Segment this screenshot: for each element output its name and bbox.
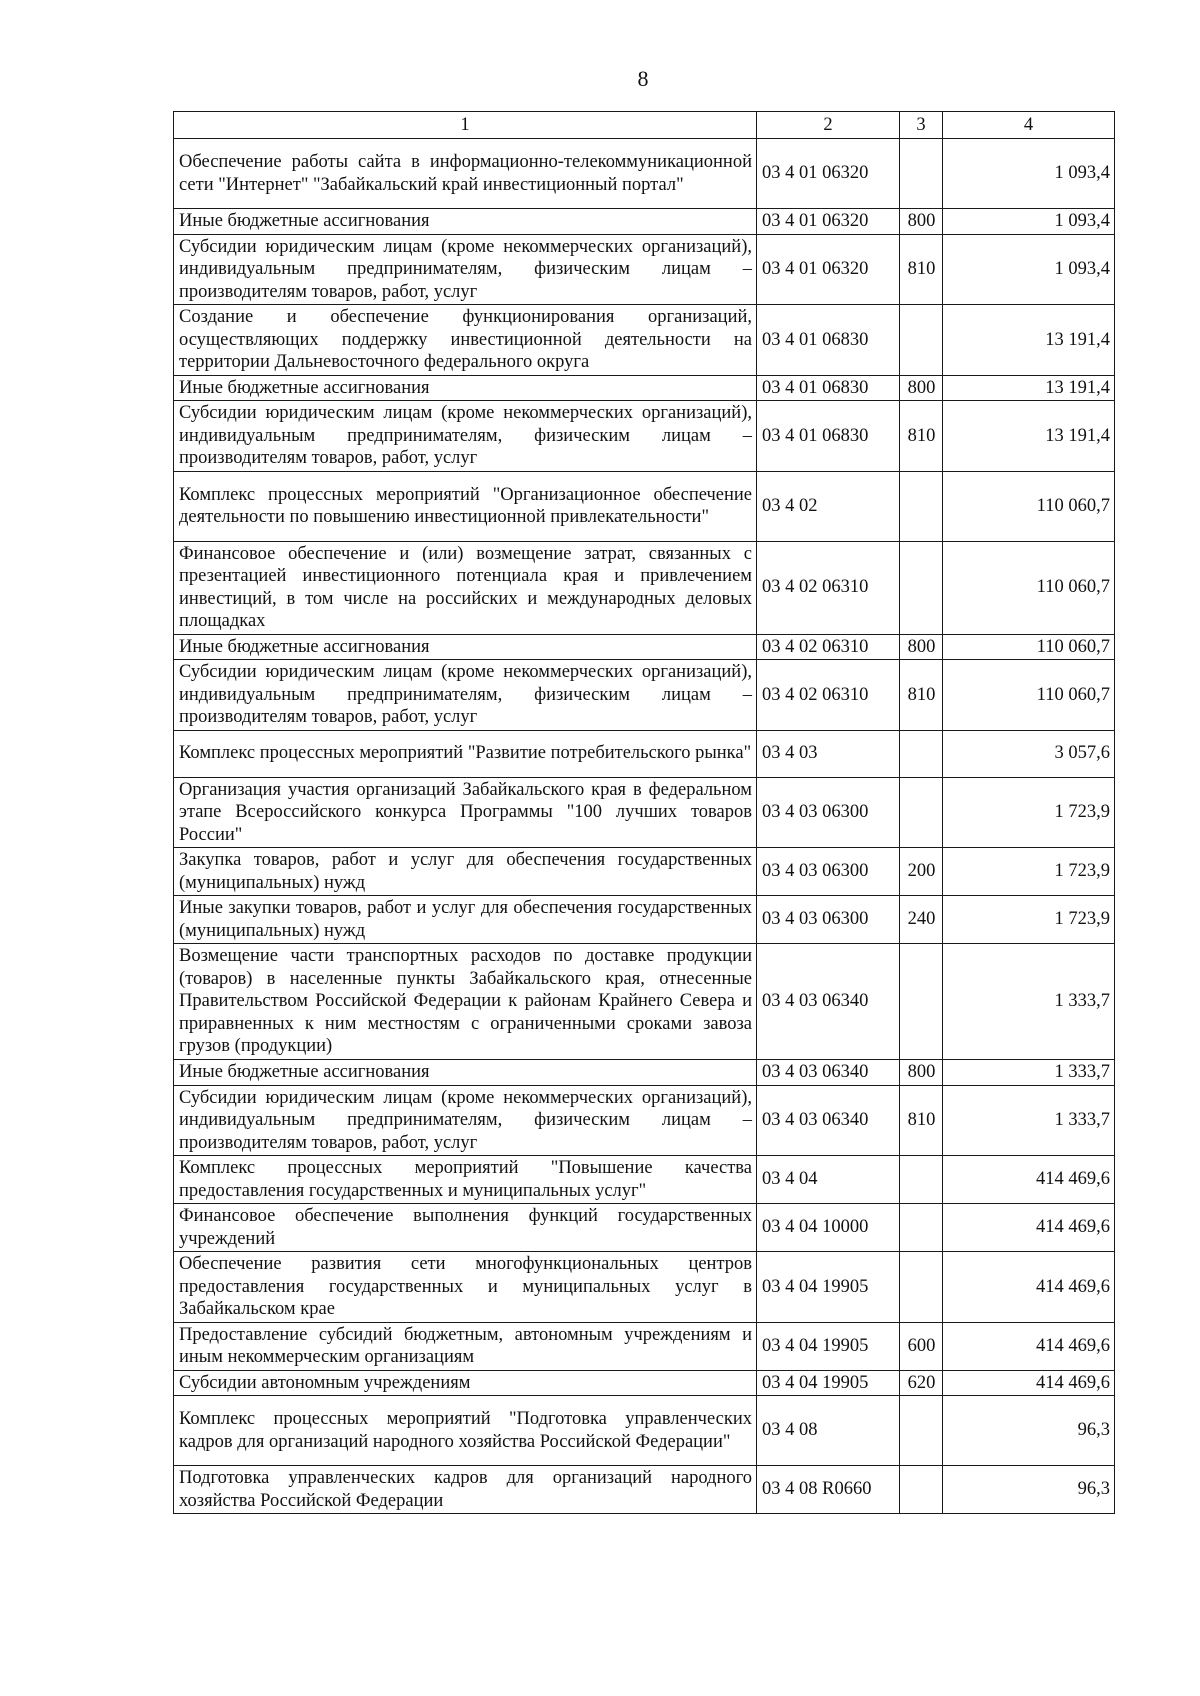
row-type-cell (900, 139, 943, 209)
row-amount-cell: 3 057,6 (943, 730, 1115, 777)
row-name-cell: Иные бюджетные ассигнования (174, 1060, 757, 1086)
row-name-cell: Комплекс процессных мероприятий "Организационное обеспечение деятельности по повышению инвестиционной привлекательности" (174, 471, 757, 541)
row-name-cell: Субсидии автономным учреждениям (174, 1370, 757, 1396)
row-code-cell: 03 4 08 R0660 (757, 1466, 900, 1514)
row-name-cell: Иные бюджетные ассигнования (174, 209, 757, 235)
row-name-cell: Создание и обеспечение функционирования организаций, осуществляющих поддержку инвестиционной деятельности на территории Дальневосточного федерального округа (174, 305, 757, 376)
column-header-2: 2 (757, 112, 900, 139)
row-code-cell: 03 4 01 06320 (757, 139, 900, 209)
table-row (174, 1060, 1115, 1086)
row-type-cell (900, 1466, 943, 1514)
row-code-cell: 03 4 04 10000 (757, 1204, 900, 1252)
row-name-cell: Комплекс процессных мероприятий "Повышение качества предоставления государственных и муниципальных услуг" (174, 1156, 757, 1204)
row-name-cell: Закупка товаров, работ и услуг для обеспечения государственных (муниципальных) нужд (174, 848, 757, 896)
row-amount-cell: 1 093,4 (943, 139, 1115, 209)
table-body (174, 139, 1115, 1514)
row-name-cell: Комплекс процессных мероприятий "Развитие потребительского рынка" (174, 730, 757, 777)
row-type-cell (900, 1252, 943, 1323)
row-amount-cell: 110 060,7 (943, 634, 1115, 660)
row-amount-cell: 110 060,7 (943, 660, 1115, 731)
budget-table (173, 111, 1115, 1514)
table-row (174, 730, 1115, 777)
table-row (174, 375, 1115, 401)
row-code-cell: 03 4 03 06300 (757, 848, 900, 896)
row-type-cell (900, 1396, 943, 1466)
row-name-cell: Субсидии юридическим лицам (кроме некоммерческих организаций), индивидуальным предпринимателям, физическим лицам – производителям товаров, работ, услуг (174, 660, 757, 731)
row-code-cell: 03 4 02 06310 (757, 634, 900, 660)
row-code-cell: 03 4 01 06320 (757, 234, 900, 305)
table-row (174, 660, 1115, 731)
row-name-cell: Организация участия организаций Забайкальского края в федеральном этапе Всероссийского конкурса Программы "100 лучших товаров России" (174, 777, 757, 848)
table-row (174, 471, 1115, 541)
row-amount-cell: 1 723,9 (943, 896, 1115, 944)
row-code-cell: 03 4 01 06830 (757, 401, 900, 472)
row-name-cell: Финансовое обеспечение и (или) возмещение затрат, связанных с презентацией инвестиционного потенциала края и привлечением инвестиций, в том числе на российских и международных деловых площадках (174, 541, 757, 634)
row-amount-cell: 1 333,7 (943, 944, 1115, 1060)
row-type-cell (900, 305, 943, 376)
table-row (174, 139, 1115, 209)
row-amount-cell: 414 469,6 (943, 1156, 1115, 1204)
row-name-cell: Субсидии юридическим лицам (кроме некоммерческих организаций), индивидуальным предпринимателям, физическим лицам – производителям товаров, работ, услуг (174, 401, 757, 472)
row-code-cell: 03 4 01 06830 (757, 305, 900, 376)
row-amount-cell: 1 723,9 (943, 777, 1115, 848)
row-type-cell: 800 (900, 634, 943, 660)
row-type-cell: 200 (900, 848, 943, 896)
page-number: 8 (637, 66, 649, 91)
row-type-cell (900, 471, 943, 541)
table-row (174, 1156, 1115, 1204)
row-amount-cell: 1 723,9 (943, 848, 1115, 896)
row-type-cell: 800 (900, 375, 943, 401)
row-amount-cell: 1 333,7 (943, 1085, 1115, 1156)
table-row (174, 944, 1115, 1060)
row-type-cell: 800 (900, 1060, 943, 1086)
row-type-cell: 810 (900, 234, 943, 305)
row-code-cell: 03 4 03 06340 (757, 1060, 900, 1086)
table-row (174, 209, 1115, 235)
table-header (174, 112, 1115, 139)
row-amount-cell: 414 469,6 (943, 1322, 1115, 1370)
table-row (174, 1466, 1115, 1514)
table-row (174, 634, 1115, 660)
row-code-cell: 03 4 04 19905 (757, 1322, 900, 1370)
header-row (174, 112, 1115, 139)
table-row (174, 234, 1115, 305)
row-code-cell: 03 4 03 06340 (757, 1085, 900, 1156)
row-type-cell (900, 541, 943, 634)
row-name-cell: Иные бюджетные ассигнования (174, 634, 757, 660)
table-row (174, 401, 1115, 472)
table-row (174, 1396, 1115, 1466)
row-amount-cell: 414 469,6 (943, 1370, 1115, 1396)
row-code-cell: 03 4 03 06300 (757, 777, 900, 848)
row-amount-cell: 110 060,7 (943, 471, 1115, 541)
row-name-cell: Возмещение части транспортных расходов по доставке продукции (товаров) в населенные пункты Забайкальского края, отнесенные Правительством Российской Федерации к районам Крайнего Севера и приравненных к ним местностям с ограниченными сроками завоза грузов (продукции) (174, 944, 757, 1060)
row-amount-cell: 414 469,6 (943, 1252, 1115, 1323)
row-type-cell: 620 (900, 1370, 943, 1396)
row-code-cell: 03 4 03 06300 (757, 896, 900, 944)
table-row (174, 896, 1115, 944)
row-type-cell: 810 (900, 660, 943, 731)
row-amount-cell: 13 191,4 (943, 305, 1115, 376)
row-type-cell (900, 730, 943, 777)
row-code-cell: 03 4 02 06310 (757, 541, 900, 634)
column-header-1: 1 (174, 112, 757, 139)
row-name-cell: Подготовка управленческих кадров для организаций народного хозяйства Российской Федерации (174, 1466, 757, 1514)
row-code-cell: 03 4 03 06340 (757, 944, 900, 1060)
row-amount-cell: 96,3 (943, 1396, 1115, 1466)
table-row (174, 541, 1115, 634)
row-code-cell: 03 4 02 06310 (757, 660, 900, 731)
row-type-cell: 810 (900, 401, 943, 472)
table-row (174, 848, 1115, 896)
row-amount-cell: 96,3 (943, 1466, 1115, 1514)
row-amount-cell: 1 093,4 (943, 234, 1115, 305)
table-row (174, 1370, 1115, 1396)
row-type-cell (900, 1156, 943, 1204)
row-amount-cell: 1 093,4 (943, 209, 1115, 235)
column-header-4: 4 (943, 112, 1115, 139)
table-row (174, 1252, 1115, 1323)
row-name-cell: Предоставление субсидий бюджетным, автономным учреждениям и иным некоммерческим организациям (174, 1322, 757, 1370)
row-code-cell: 03 4 04 19905 (757, 1252, 900, 1323)
table-row (174, 1085, 1115, 1156)
row-type-cell (900, 1204, 943, 1252)
table-row (174, 777, 1115, 848)
row-type-cell: 810 (900, 1085, 943, 1156)
row-type-cell: 240 (900, 896, 943, 944)
row-name-cell: Обеспечение работы сайта в информационно-телекоммуникационной сети "Интернет" "Забайкальский край инвестиционный портал" (174, 139, 757, 209)
row-code-cell: 03 4 01 06830 (757, 375, 900, 401)
row-type-cell (900, 777, 943, 848)
table-row (174, 1322, 1115, 1370)
row-name-cell: Обеспечение развития сети многофункциональных центров предоставления государственных и муниципальных услуг в Забайкальском крае (174, 1252, 757, 1323)
row-type-cell: 600 (900, 1322, 943, 1370)
row-code-cell: 03 4 08 (757, 1396, 900, 1466)
row-name-cell: Финансовое обеспечение выполнения функций государственных учреждений (174, 1204, 757, 1252)
row-code-cell: 03 4 03 (757, 730, 900, 777)
row-code-cell: 03 4 02 (757, 471, 900, 541)
column-header-3: 3 (900, 112, 943, 139)
row-code-cell: 03 4 01 06320 (757, 209, 900, 235)
row-amount-cell: 1 333,7 (943, 1060, 1115, 1086)
row-amount-cell: 414 469,6 (943, 1204, 1115, 1252)
row-type-cell (900, 944, 943, 1060)
row-amount-cell: 13 191,4 (943, 401, 1115, 472)
row-code-cell: 03 4 04 (757, 1156, 900, 1204)
row-name-cell: Субсидии юридическим лицам (кроме некоммерческих организаций), индивидуальным предпринимателям, физическим лицам – производителям товаров, работ, услуг (174, 234, 757, 305)
row-name-cell: Субсидии юридическим лицам (кроме некоммерческих организаций), индивидуальным предпринимателям, физическим лицам – производителям товаров, работ, услуг (174, 1085, 757, 1156)
table-row (174, 1204, 1115, 1252)
row-name-cell: Иные бюджетные ассигнования (174, 375, 757, 401)
row-amount-cell: 110 060,7 (943, 541, 1115, 634)
table-row (174, 305, 1115, 376)
row-name-cell: Иные закупки товаров, работ и услуг для обеспечения государственных (муниципальных) нужд (174, 896, 757, 944)
row-amount-cell: 13 191,4 (943, 375, 1115, 401)
row-name-cell: Комплекс процессных мероприятий "Подготовка управленческих кадров для организаций народного хозяйства Российской Федерации" (174, 1396, 757, 1466)
row-code-cell: 03 4 04 19905 (757, 1370, 900, 1396)
row-type-cell: 800 (900, 209, 943, 235)
